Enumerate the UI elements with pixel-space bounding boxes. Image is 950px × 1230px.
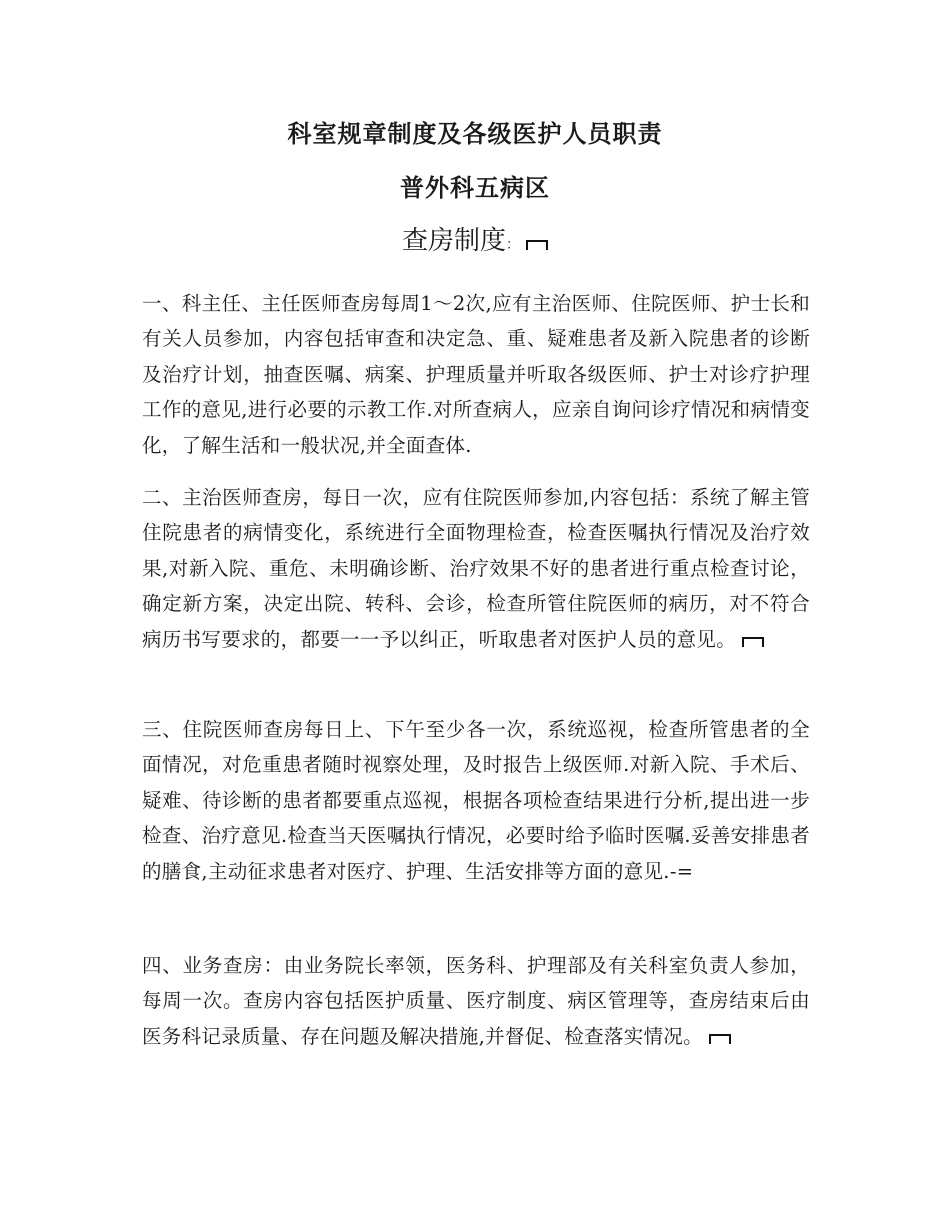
section-heading-text: 查房制度 — [401, 226, 506, 256]
document-title: 科室规章制度及各级医护人员职责 — [287, 120, 663, 148]
paragraph-2-text: 二、主治医师查房，每日一次，应有住院医师参加,内容包括：系统了解主管住院患者的病情变化，系统进行全面物理检查，检查医嘱执行情况及治疗效果,对新入院、重危、未明确诊断、治疗效果不好的患者进行重点检查讨论，确定新方案，决定出院、转科、会诊，检查所管住院医师的病历，对不符合病历书写要求的，都要一一予以纠正，听取患者对医护人员的意见。 — [142, 486, 810, 651]
department-subtitle: 普外科五病区 — [400, 174, 550, 202]
paragraph-3-text: 三、住院医师查房每日上、下午至少各一次，系统巡视，检查所管患者的全面情况，对危重患者随时视察处理，及时报告上级医师.对新入院、手术后、疑难、待诊断的患者都要重点巡视，根据各项检查结果进行分析,提出进一步检查、治疗意见.检查当天医嘱执行情况，必要时给予临时医嘱.妥善安排患者的膳食,主动征求患者对医疗、护理、生活安排等方面的意见. — [142, 718, 810, 883]
paragraph-mark-icon — [742, 637, 764, 647]
paragraph-4 — [142, 948, 810, 1054]
section-heading — [0, 228, 950, 254]
paragraph-mark-icon — [526, 240, 548, 250]
paragraph-3-trailing-mark: -= — [669, 859, 694, 883]
paragraph-1 — [142, 286, 810, 463]
paragraph-mark-icon — [709, 1034, 731, 1044]
paragraph-3 — [142, 712, 810, 889]
section-heading-colon: ： — [506, 237, 520, 253]
paragraph-4-text: 四、业务查房：由业务院长率领，医务科、护理部及有关科室负责人参加，每周一次。查房内容包括医护质量、医疗制度、病区管理等，查房结束后由医务科记录质量、存在问题及解决措施,并督促、检查落实情况。 — [142, 954, 810, 1048]
paragraph-1-text: 一、科主任、主任医师查房每周1～2次,应有主治医师、住院医师、护士长和有关人员参加，内容包括审查和决定急、重、疑难患者及新入院患者的诊断及治疗计划，抽查医嘱、病案、护理质量并听取各级医师、护士对诊疗护理工作的意见,进行必要的示教工作.对所查病人，应亲自询问诊疗情况和病情变化，了解生活和一般状况,并全面查体. — [142, 292, 810, 457]
paragraph-2 — [142, 480, 810, 657]
